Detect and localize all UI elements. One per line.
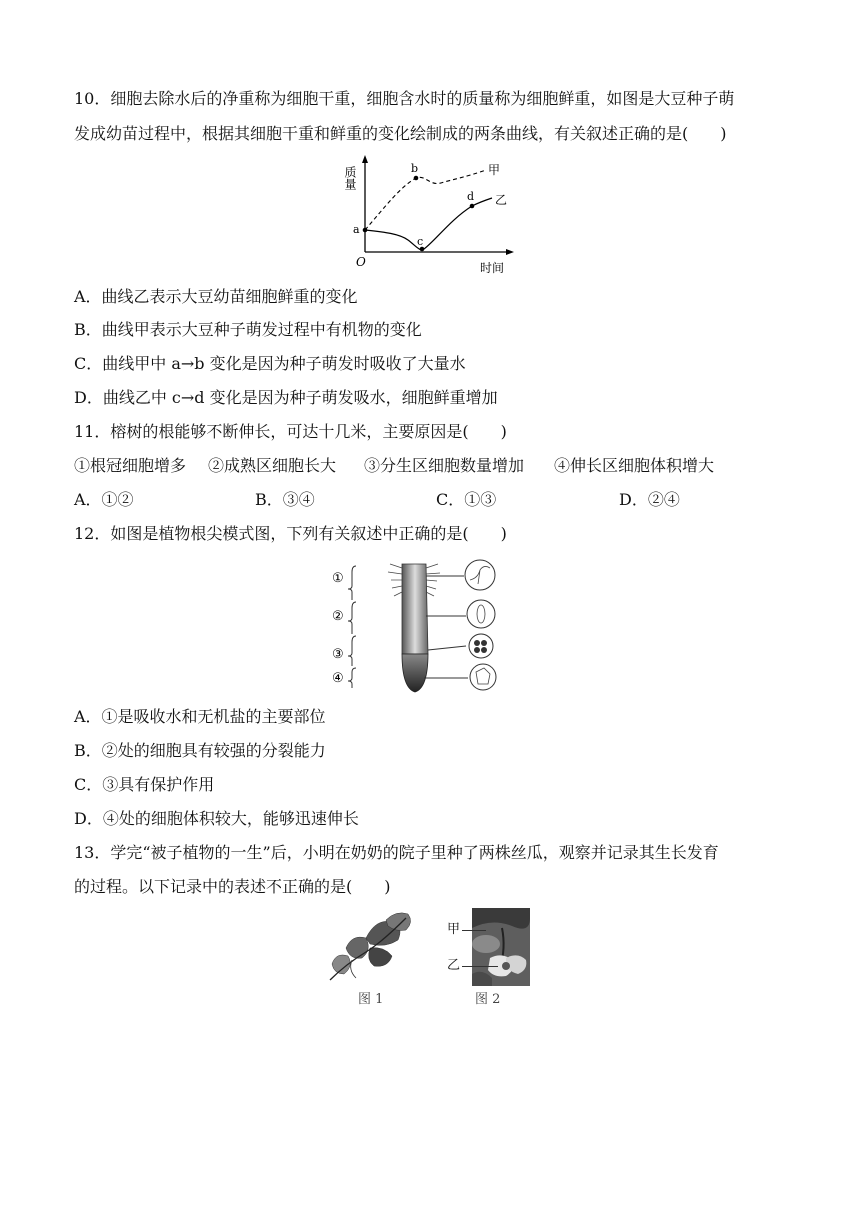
q10-mass-chart [340, 152, 520, 280]
q10-option-b: B．曲线甲表示大豆种子萌发过程中有机物的变化 [74, 320, 422, 339]
label-d: d [467, 190, 475, 203]
cell-circle-4 [470, 664, 496, 690]
point-a [363, 228, 368, 233]
q11-statement-1: ①根冠细胞增多 [74, 456, 187, 475]
q11-statement-4: ④伸长区细胞体积增大 [554, 456, 715, 475]
q13-stem-line2: 的过程。以下记录中的表述不正确的是( ) [74, 877, 391, 896]
y-axis-arrow [362, 155, 368, 163]
fig2-pointer-jia [462, 930, 486, 931]
fig2-label-jia: 甲 [447, 922, 461, 937]
q12-option-b: B．②处的细胞具有较强的分裂能力 [74, 741, 326, 760]
series-label-jia: 甲 [488, 163, 501, 177]
q10-stem-line1: 10．细胞去除水后的净重称为细胞干重，细胞含水时的质量称为细胞鲜重，如图是大豆种子萌 [74, 89, 735, 108]
q12-option-c: C．③具有保护作用 [74, 775, 215, 794]
q10-option-d: D．曲线乙中 c→d 变化是因为种子萌发吸水，细胞鲜重增加 [74, 388, 498, 407]
y-axis-label: 质量 [343, 166, 357, 190]
q11-option-c: C．①③ [436, 490, 497, 509]
cell-circle-3 [469, 634, 493, 658]
q12-option-a: A．①是吸收水和无机盐的主要部位 [74, 707, 326, 726]
q11-statement-3: ③分生区细胞数量增加 [364, 456, 525, 475]
q12-stem: 12．如图是植物根尖模式图，下列有关叙述中正确的是( ) [74, 524, 507, 543]
label-1: ① [332, 571, 344, 586]
x-axis-label: 时间 [480, 261, 505, 275]
q10-option-c: C．曲线甲中 a→b 变化是因为种子萌发时吸收了大量水 [74, 354, 466, 373]
label-4: ④ [332, 671, 344, 686]
q13-figure-1 [326, 908, 414, 986]
q13-stem-line1: 13．学完“被子植物的一生”后，小明在奶奶的院子里种了两株丝瓜，观察并记录其生长发育 [74, 843, 719, 862]
q12-option-d: D．④处的细胞体积较大，能够迅速伸长 [74, 809, 359, 828]
label-a: a [353, 223, 360, 236]
origin-label: O [356, 255, 366, 269]
point-d [470, 204, 475, 209]
q11-option-b: B．③④ [255, 490, 315, 509]
cell-circle-1 [465, 560, 495, 590]
q11-option-a: A．①② [74, 490, 134, 509]
label-c: c [417, 235, 424, 248]
root-cap [402, 654, 428, 692]
q10-stem-line2: 发成幼苗过程中，根据其细胞干重和鲜重的变化绘制成的两条曲线，有关叙述正确的是( ) [74, 124, 727, 143]
q12-root-tip-figure [328, 558, 508, 698]
caption-fig2: 图 2 [475, 992, 501, 1007]
point-b [414, 176, 419, 181]
x-axis-arrow [506, 249, 514, 255]
label-2: ② [332, 609, 344, 624]
root-body [402, 564, 428, 654]
q11-stem: 11．榕树的根能够不断伸长，可达十几米，主要原因是( ) [74, 422, 507, 441]
label-3: ③ [332, 647, 344, 662]
cell-circle-2 [467, 600, 495, 628]
q10-option-a: A．曲线乙表示大豆幼苗细胞鲜重的变化 [74, 287, 358, 306]
fig2-pointer-yi [462, 966, 498, 967]
fig2-label-yi: 乙 [447, 958, 461, 973]
caption-fig1: 图 1 [358, 992, 384, 1007]
q11-option-d: D．②④ [619, 490, 680, 509]
q11-statement-2: ②成熟区细胞长大 [208, 456, 337, 475]
label-b: b [411, 162, 419, 175]
series-label-yi: 乙 [495, 193, 508, 207]
q13-figure-2 [472, 908, 530, 986]
